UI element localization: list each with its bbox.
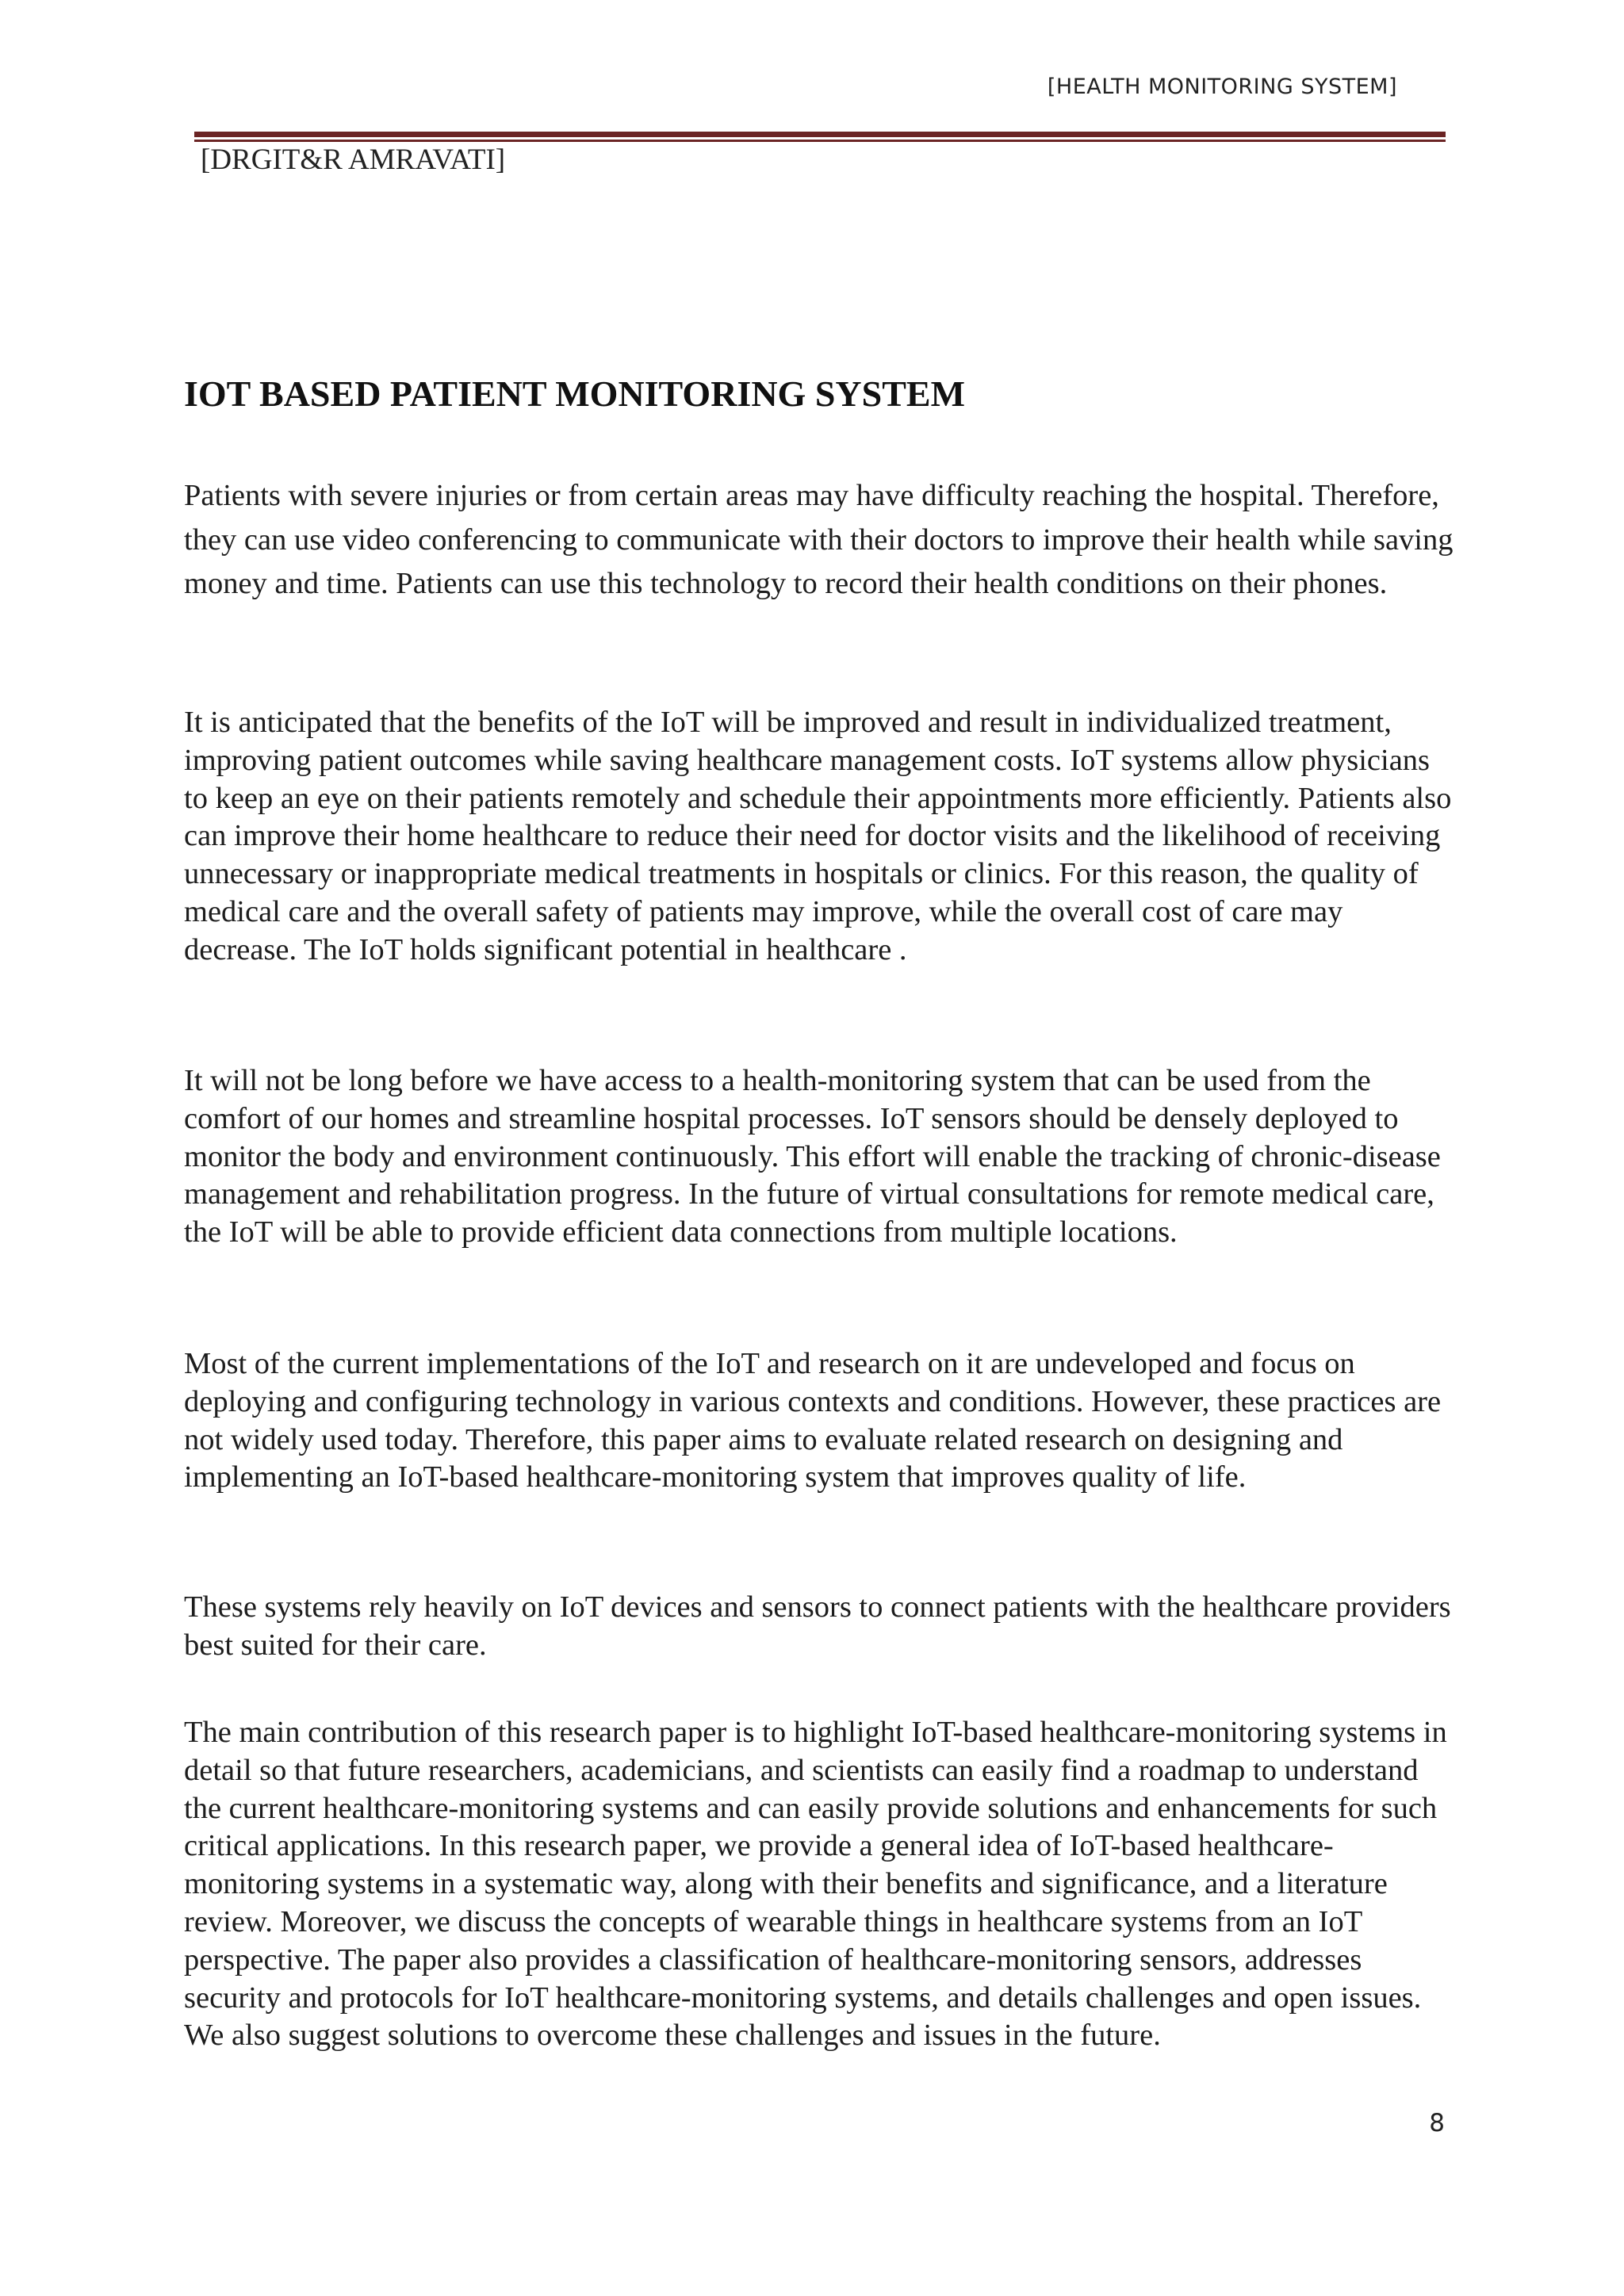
running-header-title: [HEALTH MONITORING SYSTEM]	[1047, 75, 1397, 99]
paragraph-5: These systems rely heavily on IoT devices and sensors to connect patients with the healthcare providers best suited for their care.	[184, 1590, 1451, 1662]
paragraph-6: The main contribution of this research paper is to highlight IoT-based healthcare-monitoring systems in detail so that future researchers, academicians, and scientists can easily find a roadmap to understand the current healthcare-monitoring systems and can easily provide solutions and enhancements for such critical applications. In this research paper, we provide a general idea of IoT-based healthcare-monitoring systems in a systematic way, along with their benefits and significance, and a literature review. Moreover, we discuss the concepts of wearable things in healthcare systems from an IoT perspective. The paper also provides a classification of healthcare-monitoring sensors, addresses security and protocols for IoT healthcare-monitoring systems, and details challenges and open issues. We also suggest solutions to overcome these challenges and issues in the future.	[184, 1716, 1447, 2053]
paragraph-3: It will not be long before we have access to a health-monitoring system that can be used from the comfort of our homes and streamline hospital processes. IoT sensors should be densely deployed to monitor the body and environment continuously. This effort will enable the tracking of chronic-disease management and rehabilitation progress. In the future of virtual consultations for remote medical care, the IoT will be able to provide efficient data connections from multiple locations.	[184, 1064, 1441, 1249]
paragraph-2: It is anticipated that the benefits of the IoT will be improved and result in individualized treatment, improving patient outcomes while saving healthcare management costs. IoT systems allow physicians to keep an eye on their patients remotely and schedule their appointments more efficiently. Patients also can improve their home healthcare to reduce their need for doctor visits and the likelihood of receiving unnecessary or inappropriate medical treatments in hospitals or clinics. For this reason, the quality of medical care and the overall safety of patients may improve, while the overall cost of care may decrease. The IoT holds significant potential in healthcare .	[184, 706, 1452, 966]
paragraph-1: Patients with severe injuries or from certain areas may have difficulty reaching the hospital. Therefore, they can use video conferencing to communicate with their doctors to improve their health while saving money and time. Patients can use this technology to record their health conditions on their phones.	[184, 479, 1454, 600]
header-divider-thin-line	[194, 140, 1446, 142]
page-number: 8	[1429, 2109, 1445, 2137]
institution-name: [DRGIT&R AMRAVATI]	[201, 144, 506, 176]
paragraph-4: Most of the current implementations of the IoT and research on it are undeveloped and focus on deploying and configuring technology in various contexts and conditions. However, these practices are not widely used today. Therefore, this paper aims to evaluate related research on designing and implementing an IoT-based healthcare-monitoring system that improves quality of life.	[184, 1347, 1442, 1494]
header-divider-thick-line	[194, 132, 1446, 137]
page-title: IOT BASED PATIENT MONITORING SYSTEM	[184, 373, 965, 414]
header-divider	[194, 132, 1446, 142]
